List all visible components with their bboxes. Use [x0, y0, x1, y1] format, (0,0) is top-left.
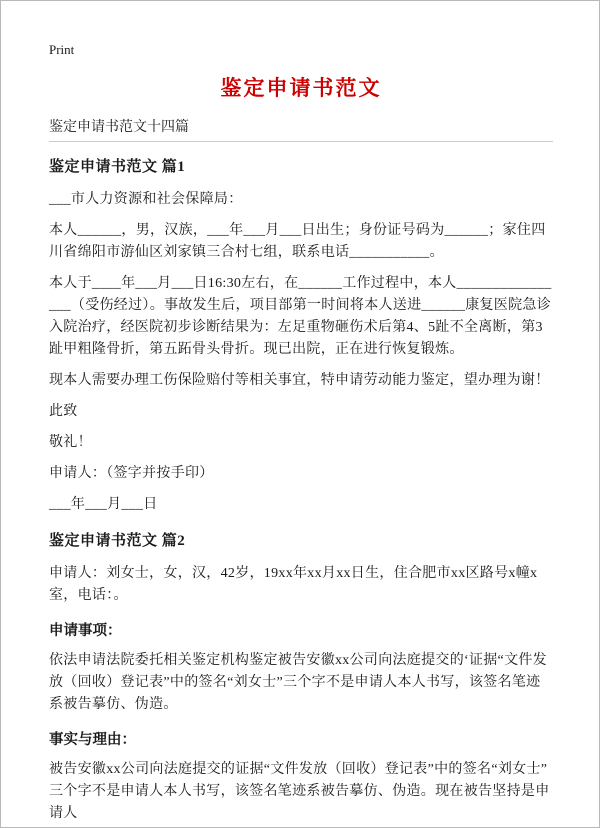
paragraph-date-line: ___年___月___日 [49, 497, 158, 512]
paragraph-personal-info: 本人______，男，汉族，___年___月___日出生；身份证号码为______；家住四川省绵阳市游仙区刘家镇三合村七组，联系电话___________。 [49, 223, 546, 260]
section-1 [49, 155, 553, 516]
subheading-facts-and-reasons: 事实与理由： [49, 732, 136, 748]
paragraph-request: 现本人需要办理工伤保险赔付等相关事宜，特申请劳动能力鉴定，望办理为谢！ [49, 373, 550, 388]
paragraph-facts-and-reasons: 被告安徽xx公司向法庭提交的证据“文件发放（回收）登记表”中的签名“刘女士”三个字不是申请人本人书写，该签名笔迹系被告摹仿、伪造。现在被告坚持是申请人 [49, 762, 550, 821]
print-link[interactable]: Print [49, 42, 75, 57]
paragraph-applicant-signature: 申请人：（签字并按手印） [49, 466, 214, 481]
section-heading-2: 鉴定申请书范文 篇2 [49, 533, 186, 549]
subheading-application-items: 申请事项： [49, 623, 122, 639]
paragraph-cizhi: 此致 [49, 404, 78, 419]
paragraph-accident-description: 本人于____年___月___日16:30左右，在______工作过程中，本人________________（受伤经过）。事故发生后，项目部第一时间将本人送进______康复医院急诊入院治疗，经医院初步诊断结果为：左足重物砸伤术后第4、5趾不全离断，第3趾甲粗隆骨折，第五跖骨头骨折。现已出院，正在进行恢复锻炼。 [49, 276, 552, 357]
document-subtitle: 鉴定申请书范文十四篇 [49, 116, 553, 142]
paragraph-salutation: ___市人力资源和社会保障局： [49, 192, 243, 207]
section-heading-1: 鉴定申请书范文 篇1 [49, 159, 186, 175]
section-2 [49, 529, 553, 825]
paragraph-applicant-info: 申请人：刘女士，女，汉，42岁，19xx年xx月xx日生，住合肥市xx区路号x幢x室，电话：。 [49, 566, 538, 603]
paragraph-application-items: 依法申请法院委托相关鉴定机构鉴定被告安徽xx公司向法庭提交的‘证据“文件发放（回收）登记表”中的签名“刘女士”三个字不是申请人本人书写，该签名笔迹系被告摹仿、伪造。 [49, 653, 547, 712]
paragraph-salute: 敬礼！ [49, 435, 92, 450]
page-title: 鉴定申请书范文 [220, 76, 382, 100]
